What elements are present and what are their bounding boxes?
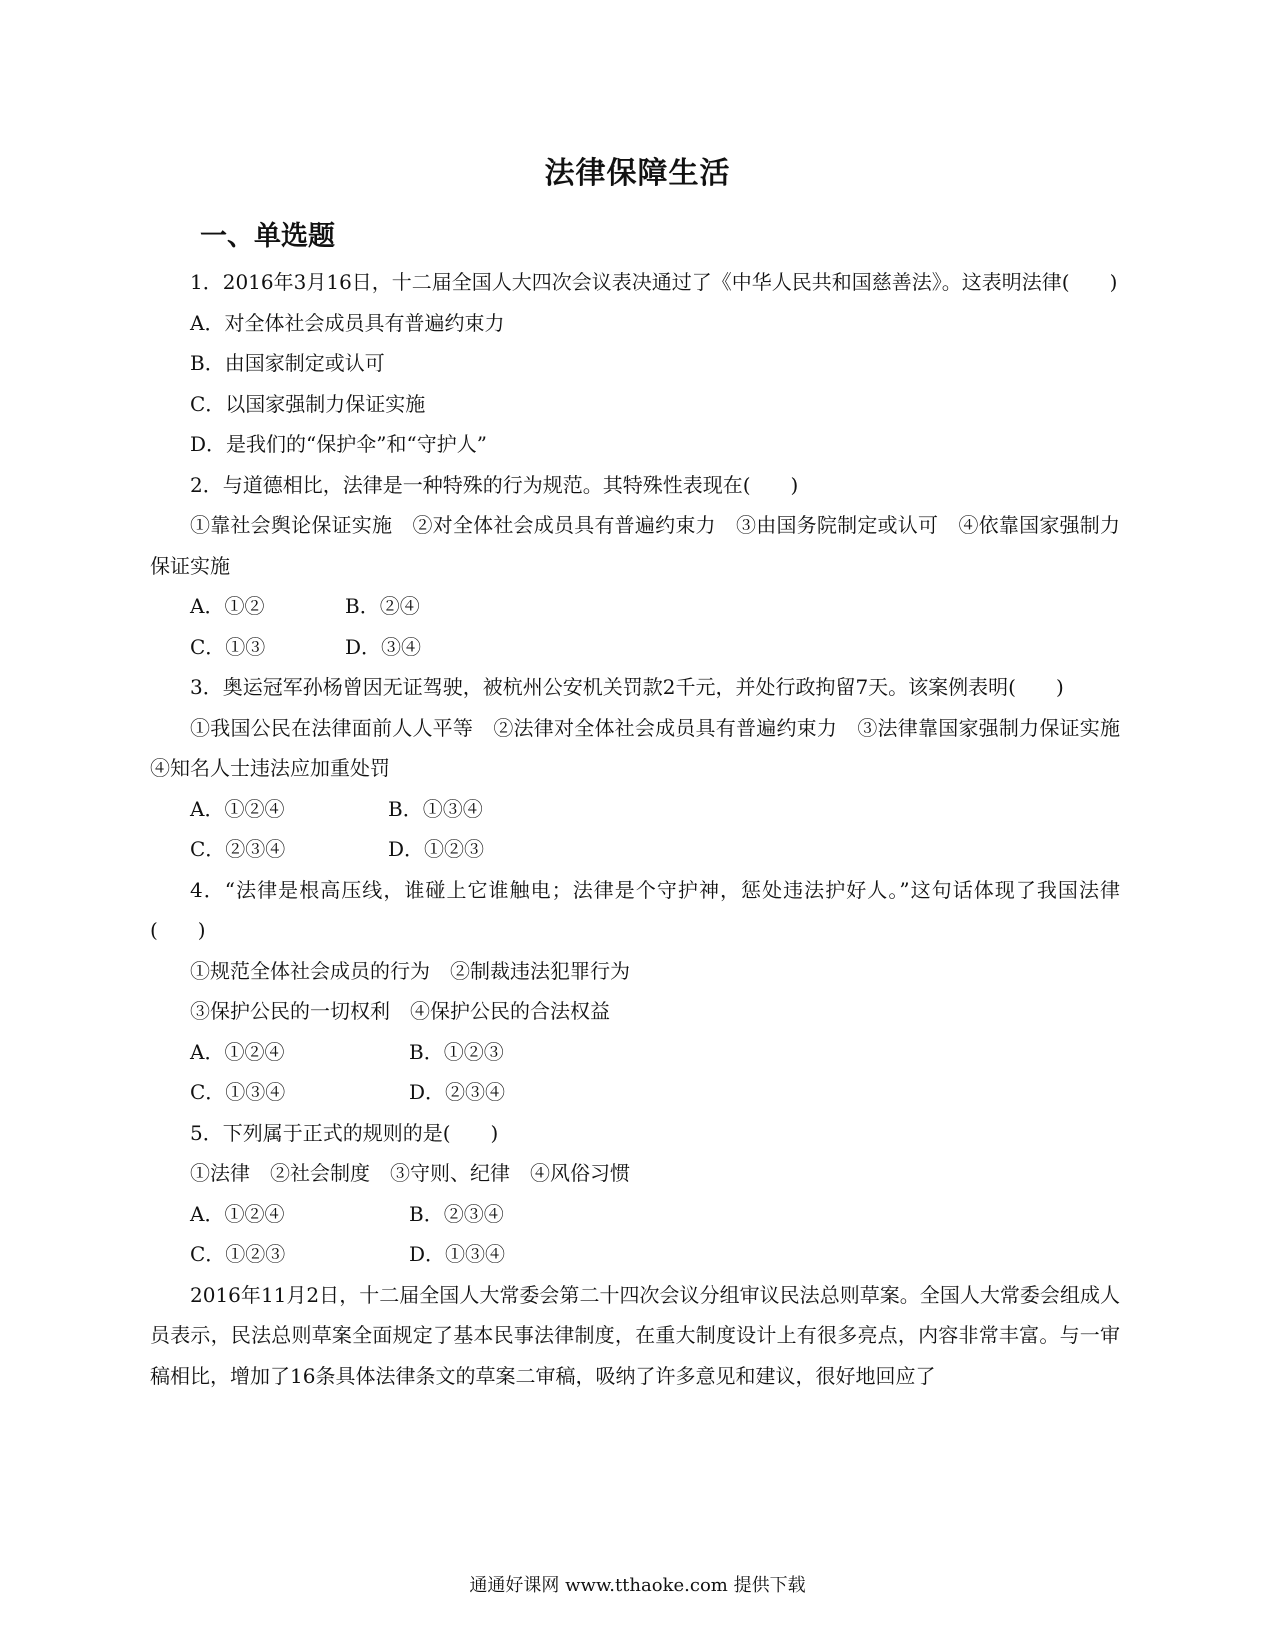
section-heading: 一、单选题	[200, 221, 335, 252]
page-footer: 通通好课网 www.tthaoke.com 提供下载	[469, 1575, 806, 1596]
question-3-option-c: C．②③④	[190, 837, 286, 861]
question-5-option-b: B．②③④	[409, 1201, 504, 1226]
question-5-options-row-2	[150, 1234, 1120, 1275]
question-2-option-b: B．②④	[345, 594, 420, 618]
question-1-option-d: D．是我们的“保护伞”和“守护人”	[190, 432, 487, 456]
question-1-option-c: C．以国家强制力保证实施	[190, 391, 426, 416]
question-1-option-a: A．对全体社会成员具有普遍约束力	[190, 310, 505, 335]
question-3-statements: ①我国公民在法律面前人人平等 ②法律对全体社会成员具有普遍约束力 ③法律靠国家强制力保证实施 ④知名人士违法应加重处罚	[150, 715, 1140, 780]
question-4-option-a: A．①②④	[190, 1039, 285, 1064]
question-5-options-row-1	[150, 1194, 1120, 1235]
question-2-options-row-1	[150, 586, 1120, 627]
question-3-options-row-1	[150, 789, 1120, 830]
question-3-option-d: D．①②③	[388, 837, 485, 861]
question-3-option-a: A．①②④	[190, 796, 285, 821]
question-1-stem: 1．2016年3月16日，十二届全国人大四次会议表决通过了《中华人民共和国慈善法》。这表明法律( )	[190, 270, 1118, 294]
question-1-option-b: B．由国家制定或认可	[190, 351, 385, 375]
question-list	[150, 262, 1140, 1396]
question-5-option-c: C．①②③	[190, 1242, 286, 1266]
question-3-stem: 3．奥运冠军孙杨曾因无证驾驶，被杭州公安机关罚款2千元，并处行政拘留7天。该案例表明( )	[190, 675, 1064, 699]
question-5-statements: ①法律 ②社会制度 ③守则、纪律 ④风俗习惯	[190, 1161, 630, 1185]
question-5-option-d: D．①③④	[409, 1242, 506, 1266]
question-2-option-d: D．③④	[345, 634, 422, 659]
question-2-options-row-2	[150, 627, 1120, 668]
question-2-option-c: C．①③	[190, 634, 266, 659]
question-4-option-d: D．②③④	[409, 1080, 506, 1104]
question-4-option-c: C．①③④	[190, 1080, 286, 1104]
question-4-statements-line-2: ③保护公民的一切权利 ④保护公民的合法权益	[190, 999, 610, 1023]
question-4-options-row-1	[150, 1032, 1120, 1073]
question-4-options-row-2	[150, 1072, 1120, 1113]
question-4-stem: 4．“法律是根高压线，谁碰上它谁触电；法律是个守护神，惩处违法护好人。”这句话体现了我国法律( )	[150, 877, 1120, 942]
question-5-stem: 5．下列属于正式的规则的是( )	[190, 1120, 499, 1145]
question-5-option-a: A．①②④	[190, 1201, 285, 1226]
question-4-option-b: B．①②③	[409, 1039, 504, 1064]
question-2-stem: 2．与道德相比，法律是一种特殊的行为规范。其特殊性表现在( )	[190, 472, 799, 497]
question-2-option-a: A．①②	[190, 594, 265, 618]
question-3-options-row-2	[150, 829, 1120, 870]
question-3-option-b: B．①③④	[388, 796, 483, 821]
question-4-statements-line-1: ①规范全体社会成员的行为 ②制裁违法犯罪行为	[190, 958, 630, 983]
question-2-statements: ①靠社会舆论保证实施 ②对全体社会成员具有普遍约束力 ③由国务院制定或认可 ④依靠国家强制力保证实施	[150, 513, 1120, 578]
passage-paragraph: 2016年11月2日，十二届全国人大常委会第二十四次会议分组审议民法总则草案。全国人大常委会组成人员表示，民法总则草案全面规定了基本民事法律制度，在重大制度设计上有很多亮点，内容非常丰富。与一审稿相比，增加了16条具体法律条文的草案二审稿，吸纳了许多意见和建议，很好地回应了	[150, 1282, 1120, 1388]
page-title: 法律保障生活	[544, 156, 731, 191]
